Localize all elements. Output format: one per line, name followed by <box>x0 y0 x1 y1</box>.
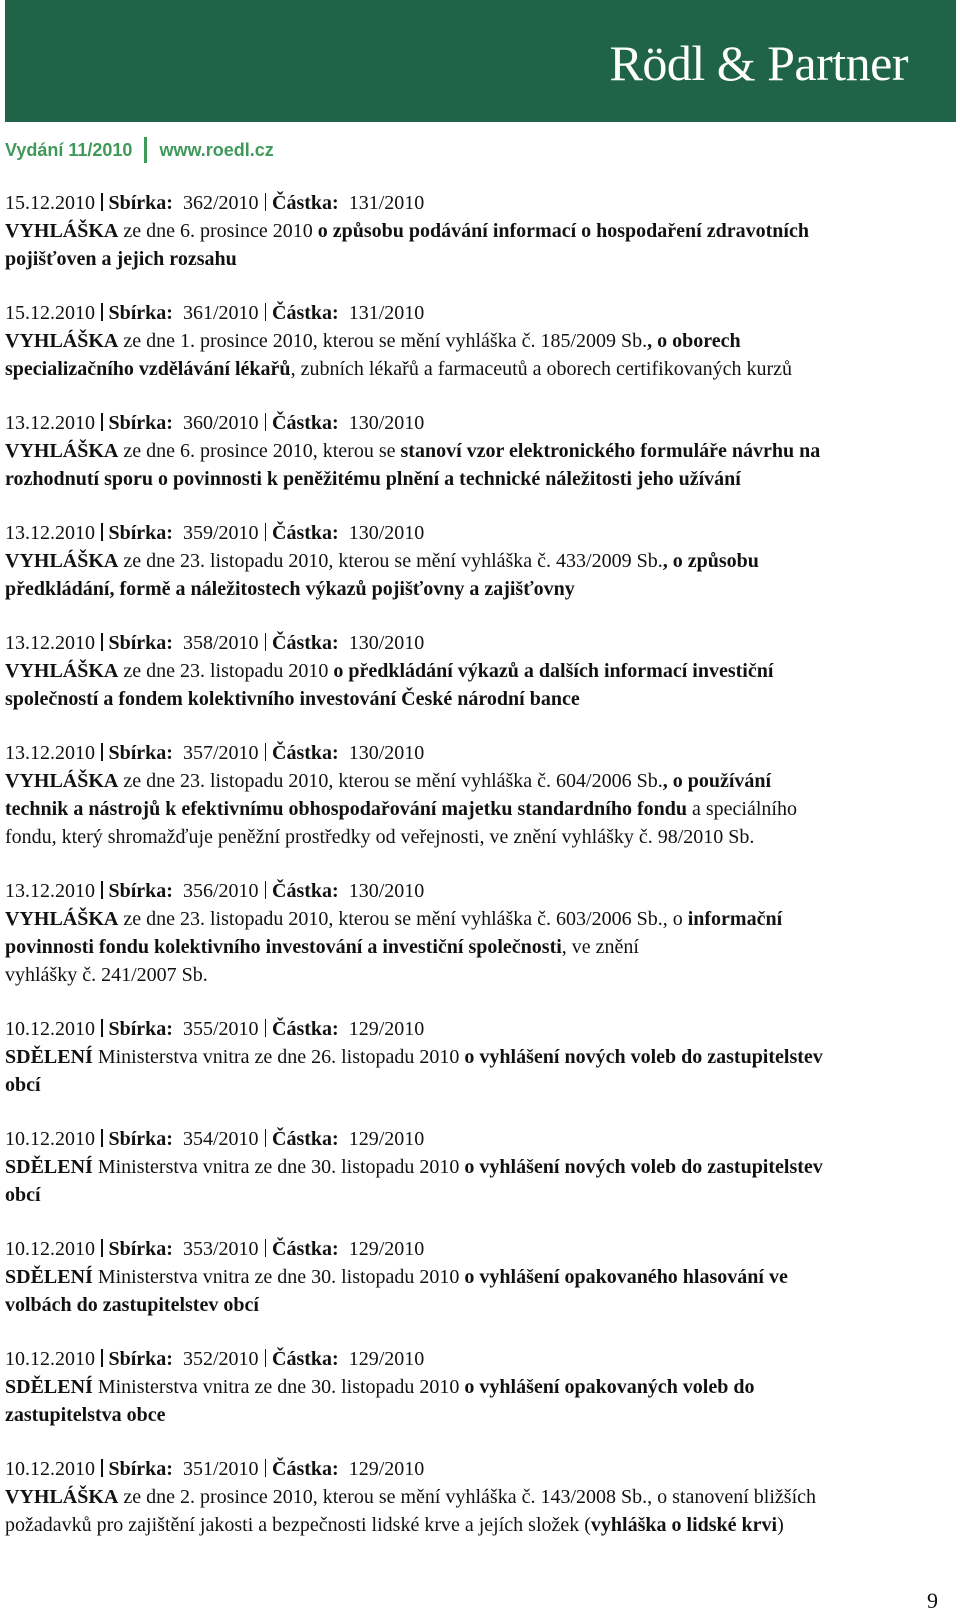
meta-separator <box>265 1459 267 1477</box>
legislation-list <box>5 190 955 1566</box>
castka-label: Částka: <box>272 1128 339 1150</box>
castka-number: 129/2010 <box>348 1128 425 1150</box>
castka-number: 129/2010 <box>348 1348 425 1370</box>
entry-text-bold: o vyhlášení opakovaného hlasování ve <box>464 1266 788 1288</box>
castka-label: Částka: <box>272 302 339 324</box>
sbirka-label: Sbírka: <box>108 632 173 654</box>
entry-text-line <box>5 1153 955 1181</box>
sbirka-label: Sbírka: <box>108 742 173 764</box>
entry-text: ze dne 2. prosince 2010, kterou se mění vyhláška č. 143/2008 Sb., o stanovení bližších <box>118 1486 816 1508</box>
entry-text-line <box>5 1373 955 1401</box>
entry-meta <box>5 878 955 905</box>
entry-meta <box>5 410 955 437</box>
meta-separator <box>265 881 267 899</box>
entry-text: ze dne 6. prosince 2010, kterou se <box>118 440 401 462</box>
entry-text-line <box>5 1401 955 1429</box>
entry-text-bold: informační <box>687 908 783 930</box>
entry-meta <box>5 1126 955 1153</box>
meta-separator <box>265 523 267 541</box>
castka-label: Částka: <box>272 1348 339 1370</box>
sbirka-label: Sbírka: <box>108 1018 173 1040</box>
entry-text-bold: předkládání, formě a náležitostech výkazů pojišťovny a zajišťovny <box>5 578 575 600</box>
entry-text-line <box>5 767 955 795</box>
sbirka-number: 358/2010 <box>182 632 259 654</box>
entry-text-line <box>5 1263 955 1291</box>
entry-text-bold: obcí <box>5 1074 41 1096</box>
legislation-entry <box>5 878 955 989</box>
legislation-entry <box>5 300 955 383</box>
entry-meta <box>5 1456 955 1483</box>
sbirka-number: 353/2010 <box>182 1238 259 1260</box>
entry-text: Ministerstva vnitra ze dne 30. listopadu 2010 <box>92 1156 465 1178</box>
legislation-entry <box>5 1456 955 1539</box>
legislation-entry <box>5 630 955 713</box>
entry-text-line <box>5 1291 955 1319</box>
sbirka-label: Sbírka: <box>108 522 173 544</box>
legislation-entry <box>5 1016 955 1099</box>
entry-text-bold: specializačního vzdělávání lékařů <box>5 358 291 380</box>
entry-text: fondu, který shromažďuje peněžní prostředky od veřejnosti, ve znění vyhlášky č. 98/2010 Sb. <box>5 826 755 848</box>
entry-text: požadavků pro zajištění jakosti a bezpečnosti lidské krve a jejích složek ( <box>5 1514 591 1536</box>
entry-text-line <box>5 465 955 493</box>
castka-label: Částka: <box>272 522 339 544</box>
issue-separator <box>144 137 147 163</box>
meta-separator <box>101 303 103 321</box>
entry-date: 15.12.2010 <box>5 192 95 214</box>
legislation-entry <box>5 190 955 273</box>
entry-text-bold: VYHLÁŠKA <box>5 440 119 462</box>
website-link[interactable]: www.roedl.cz <box>159 139 274 160</box>
castka-label: Částka: <box>272 192 339 214</box>
entry-text: ze dne 23. listopadu 2010, kterou se mění vyhláška č. 604/2006 Sb. <box>118 770 663 792</box>
entry-text-bold: VYHLÁŠKA <box>5 330 119 352</box>
legislation-entry <box>5 1126 955 1209</box>
legislation-entry <box>5 410 955 493</box>
meta-separator <box>265 1129 267 1147</box>
sbirka-label: Sbírka: <box>108 1128 173 1150</box>
meta-separator <box>101 413 103 431</box>
entry-text: Ministerstva vnitra ze dne 30. listopadu 2010 <box>92 1376 465 1398</box>
entry-text-bold: VYHLÁŠKA <box>5 550 119 572</box>
entry-text-line <box>5 1071 955 1099</box>
entry-date: 15.12.2010 <box>5 302 95 324</box>
entry-text-bold: , o způsobu <box>662 550 759 572</box>
entry-text: , ve znění <box>561 936 639 958</box>
castka-label: Částka: <box>272 742 339 764</box>
entry-date: 13.12.2010 <box>5 522 95 544</box>
castka-label: Částka: <box>272 1018 339 1040</box>
entry-text-bold: VYHLÁŠKA <box>5 770 119 792</box>
entry-text-bold: pojišťoven a jejich rozsahu <box>5 248 237 270</box>
entry-text-line <box>5 437 955 465</box>
entry-text-bold: volbách do zastupitelstev obcí <box>5 1294 259 1316</box>
entry-text-bold: o způsobu podávání informací o hospodaření zdravotních <box>317 220 809 242</box>
sbirka-label: Sbírka: <box>108 412 173 434</box>
issue-label: Vydání 11/2010 <box>5 139 133 160</box>
meta-separator <box>101 523 103 541</box>
meta-separator <box>101 633 103 651</box>
sbirka-number: 354/2010 <box>182 1128 259 1150</box>
sbirka-label: Sbírka: <box>108 880 173 902</box>
sbirka-label: Sbírka: <box>108 1458 173 1480</box>
entry-text-bold: o vyhlášení nových voleb do zastupitelstev <box>464 1156 823 1178</box>
entry-meta <box>5 740 955 767</box>
entry-text-bold: , o používání <box>662 770 772 792</box>
entry-text-line <box>5 1511 955 1539</box>
castka-label: Částka: <box>272 632 339 654</box>
castka-number: 131/2010 <box>348 302 425 324</box>
entry-text-bold: společností a fondem kolektivního investování České národní bance <box>5 688 580 710</box>
entry-text-line <box>5 685 955 713</box>
entry-text: ze dne 6. prosince 2010 <box>118 220 318 242</box>
meta-separator <box>101 881 103 899</box>
sbirka-number: 360/2010 <box>182 412 259 434</box>
meta-separator <box>101 193 103 211</box>
entry-text-bold: o vyhlášení nových voleb do zastupitelstev <box>464 1046 823 1068</box>
entry-date: 10.12.2010 <box>5 1348 95 1370</box>
entry-text-line <box>5 1181 955 1209</box>
entry-text-bold: VYHLÁŠKA <box>5 660 119 682</box>
entry-date: 10.12.2010 <box>5 1128 95 1150</box>
castka-number: 130/2010 <box>348 522 425 544</box>
meta-separator <box>101 1019 103 1037</box>
entry-text: ze dne 23. listopadu 2010, kterou se mění vyhláška č. 603/2006 Sb., o <box>118 908 688 930</box>
entry-date: 10.12.2010 <box>5 1238 95 1260</box>
entry-meta <box>5 190 955 217</box>
entry-text: ze dne 23. listopadu 2010, kterou se mění vyhláška č. 433/2009 Sb. <box>118 550 663 572</box>
castka-number: 129/2010 <box>348 1018 425 1040</box>
entry-date: 13.12.2010 <box>5 632 95 654</box>
entry-meta <box>5 1016 955 1043</box>
meta-separator <box>265 303 267 321</box>
entry-date: 13.12.2010 <box>5 412 95 434</box>
meta-separator <box>101 1349 103 1367</box>
meta-separator <box>265 1019 267 1037</box>
entry-text: a speciálního <box>687 798 797 820</box>
entry-text-line <box>5 795 955 823</box>
meta-separator <box>101 743 103 761</box>
brand-logo: Rödl & Partner <box>609 35 908 91</box>
castka-number: 131/2010 <box>348 192 425 214</box>
entry-text-line <box>5 1043 955 1071</box>
page-number: 9 <box>927 1588 938 1613</box>
entry-text-bold: , o oborech <box>647 330 741 352</box>
entry-text: ) <box>777 1514 784 1536</box>
sbirka-label: Sbírka: <box>108 302 173 324</box>
entry-text: ze dne 23. listopadu 2010 <box>118 660 334 682</box>
sbirka-label: Sbírka: <box>108 192 173 214</box>
entry-text: vyhlášky č. 241/2007 Sb. <box>5 964 208 986</box>
entry-text-bold: VYHLÁŠKA <box>5 908 119 930</box>
meta-separator <box>101 1239 103 1257</box>
entry-text-bold: zastupitelstva obce <box>5 1404 166 1426</box>
entry-date: 13.12.2010 <box>5 742 95 764</box>
castka-number: 130/2010 <box>348 880 425 902</box>
entry-text-line <box>5 547 955 575</box>
entry-text-bold: obcí <box>5 1184 41 1206</box>
entry-text-line <box>5 217 955 245</box>
castka-number: 130/2010 <box>348 742 425 764</box>
entry-meta <box>5 300 955 327</box>
meta-separator <box>265 193 267 211</box>
entry-meta <box>5 1236 955 1263</box>
meta-separator <box>265 743 267 761</box>
entry-meta <box>5 520 955 547</box>
entry-text-bold: povinnosti fondu kolektivního investování a investiční společnosti <box>5 936 562 958</box>
legislation-entry <box>5 1236 955 1319</box>
meta-separator <box>265 633 267 651</box>
sbirka-label: Sbírka: <box>108 1348 173 1370</box>
entry-text-bold: SDĚLENÍ <box>5 1046 93 1068</box>
entry-meta <box>5 1346 955 1373</box>
castka-label: Částka: <box>272 1458 339 1480</box>
sbirka-number: 357/2010 <box>182 742 259 764</box>
legislation-entry <box>5 740 955 851</box>
entry-text-bold: o vyhlášení opakovaných voleb do <box>464 1376 755 1398</box>
entry-text-bold: VYHLÁŠKA <box>5 220 119 242</box>
entry-meta <box>5 630 955 657</box>
castka-number: 130/2010 <box>348 632 425 654</box>
entry-text-line <box>5 245 955 273</box>
entry-text-line <box>5 575 955 603</box>
sbirka-number: 362/2010 <box>182 192 259 214</box>
entry-text: ze dne 1. prosince 2010, kterou se mění vyhláška č. 185/2009 Sb. <box>118 330 648 352</box>
header-banner <box>5 0 956 122</box>
castka-number: 129/2010 <box>348 1238 425 1260</box>
entry-text-bold: SDĚLENÍ <box>5 1266 93 1288</box>
entry-date: 10.12.2010 <box>5 1018 95 1040</box>
entry-text-line <box>5 905 955 933</box>
issue-line <box>5 136 274 164</box>
entry-text-bold: VYHLÁŠKA <box>5 1486 119 1508</box>
castka-label: Částka: <box>272 412 339 434</box>
entry-text-line <box>5 327 955 355</box>
entry-text-line <box>5 1483 955 1511</box>
meta-separator <box>265 1239 267 1257</box>
entry-text-bold: stanoví vzor elektronického formuláře návrhu na <box>400 440 821 462</box>
entry-text-bold: SDĚLENÍ <box>5 1376 93 1398</box>
castka-number: 129/2010 <box>348 1458 425 1480</box>
entry-date: 13.12.2010 <box>5 880 95 902</box>
entry-text-bold: technik a nástrojů k efektivnímu obhospodařování majetku standardního fondu <box>5 798 688 820</box>
entry-text-bold: SDĚLENÍ <box>5 1156 93 1178</box>
meta-separator <box>265 1349 267 1367</box>
castka-number: 130/2010 <box>348 412 425 434</box>
sbirka-number: 351/2010 <box>182 1458 259 1480</box>
legislation-entry <box>5 520 955 603</box>
entry-text-bold: vyhláška o lidské krvi <box>590 1514 778 1536</box>
entry-text: , zubních lékařů a farmaceutů a oborech certifikovaných kurzů <box>290 358 792 380</box>
entry-text-line <box>5 933 955 961</box>
entry-text-bold: o předkládání výkazů a dalších informací investiční <box>333 660 774 682</box>
sbirka-number: 356/2010 <box>182 880 259 902</box>
entry-text-bold: rozhodnutí sporu o povinnosti k peněžitému plnění a technické náležitosti jeho užívání <box>5 468 741 490</box>
entry-text: Ministerstva vnitra ze dne 30. listopadu 2010 <box>92 1266 465 1288</box>
legislation-entry <box>5 1346 955 1429</box>
sbirka-number: 359/2010 <box>182 522 259 544</box>
castka-label: Částka: <box>272 1238 339 1260</box>
sbirka-number: 355/2010 <box>182 1018 259 1040</box>
meta-separator <box>265 413 267 431</box>
entry-text-line <box>5 961 955 989</box>
entry-text-line <box>5 355 955 383</box>
entry-text-line <box>5 823 955 851</box>
entry-date: 10.12.2010 <box>5 1458 95 1480</box>
entry-text-line <box>5 657 955 685</box>
entry-text: Ministerstva vnitra ze dne 26. listopadu 2010 <box>92 1046 465 1068</box>
meta-separator <box>101 1459 103 1477</box>
sbirka-number: 361/2010 <box>182 302 259 324</box>
meta-separator <box>101 1129 103 1147</box>
sbirka-label: Sbírka: <box>108 1238 173 1260</box>
castka-label: Částka: <box>272 880 339 902</box>
sbirka-number: 352/2010 <box>182 1348 259 1370</box>
